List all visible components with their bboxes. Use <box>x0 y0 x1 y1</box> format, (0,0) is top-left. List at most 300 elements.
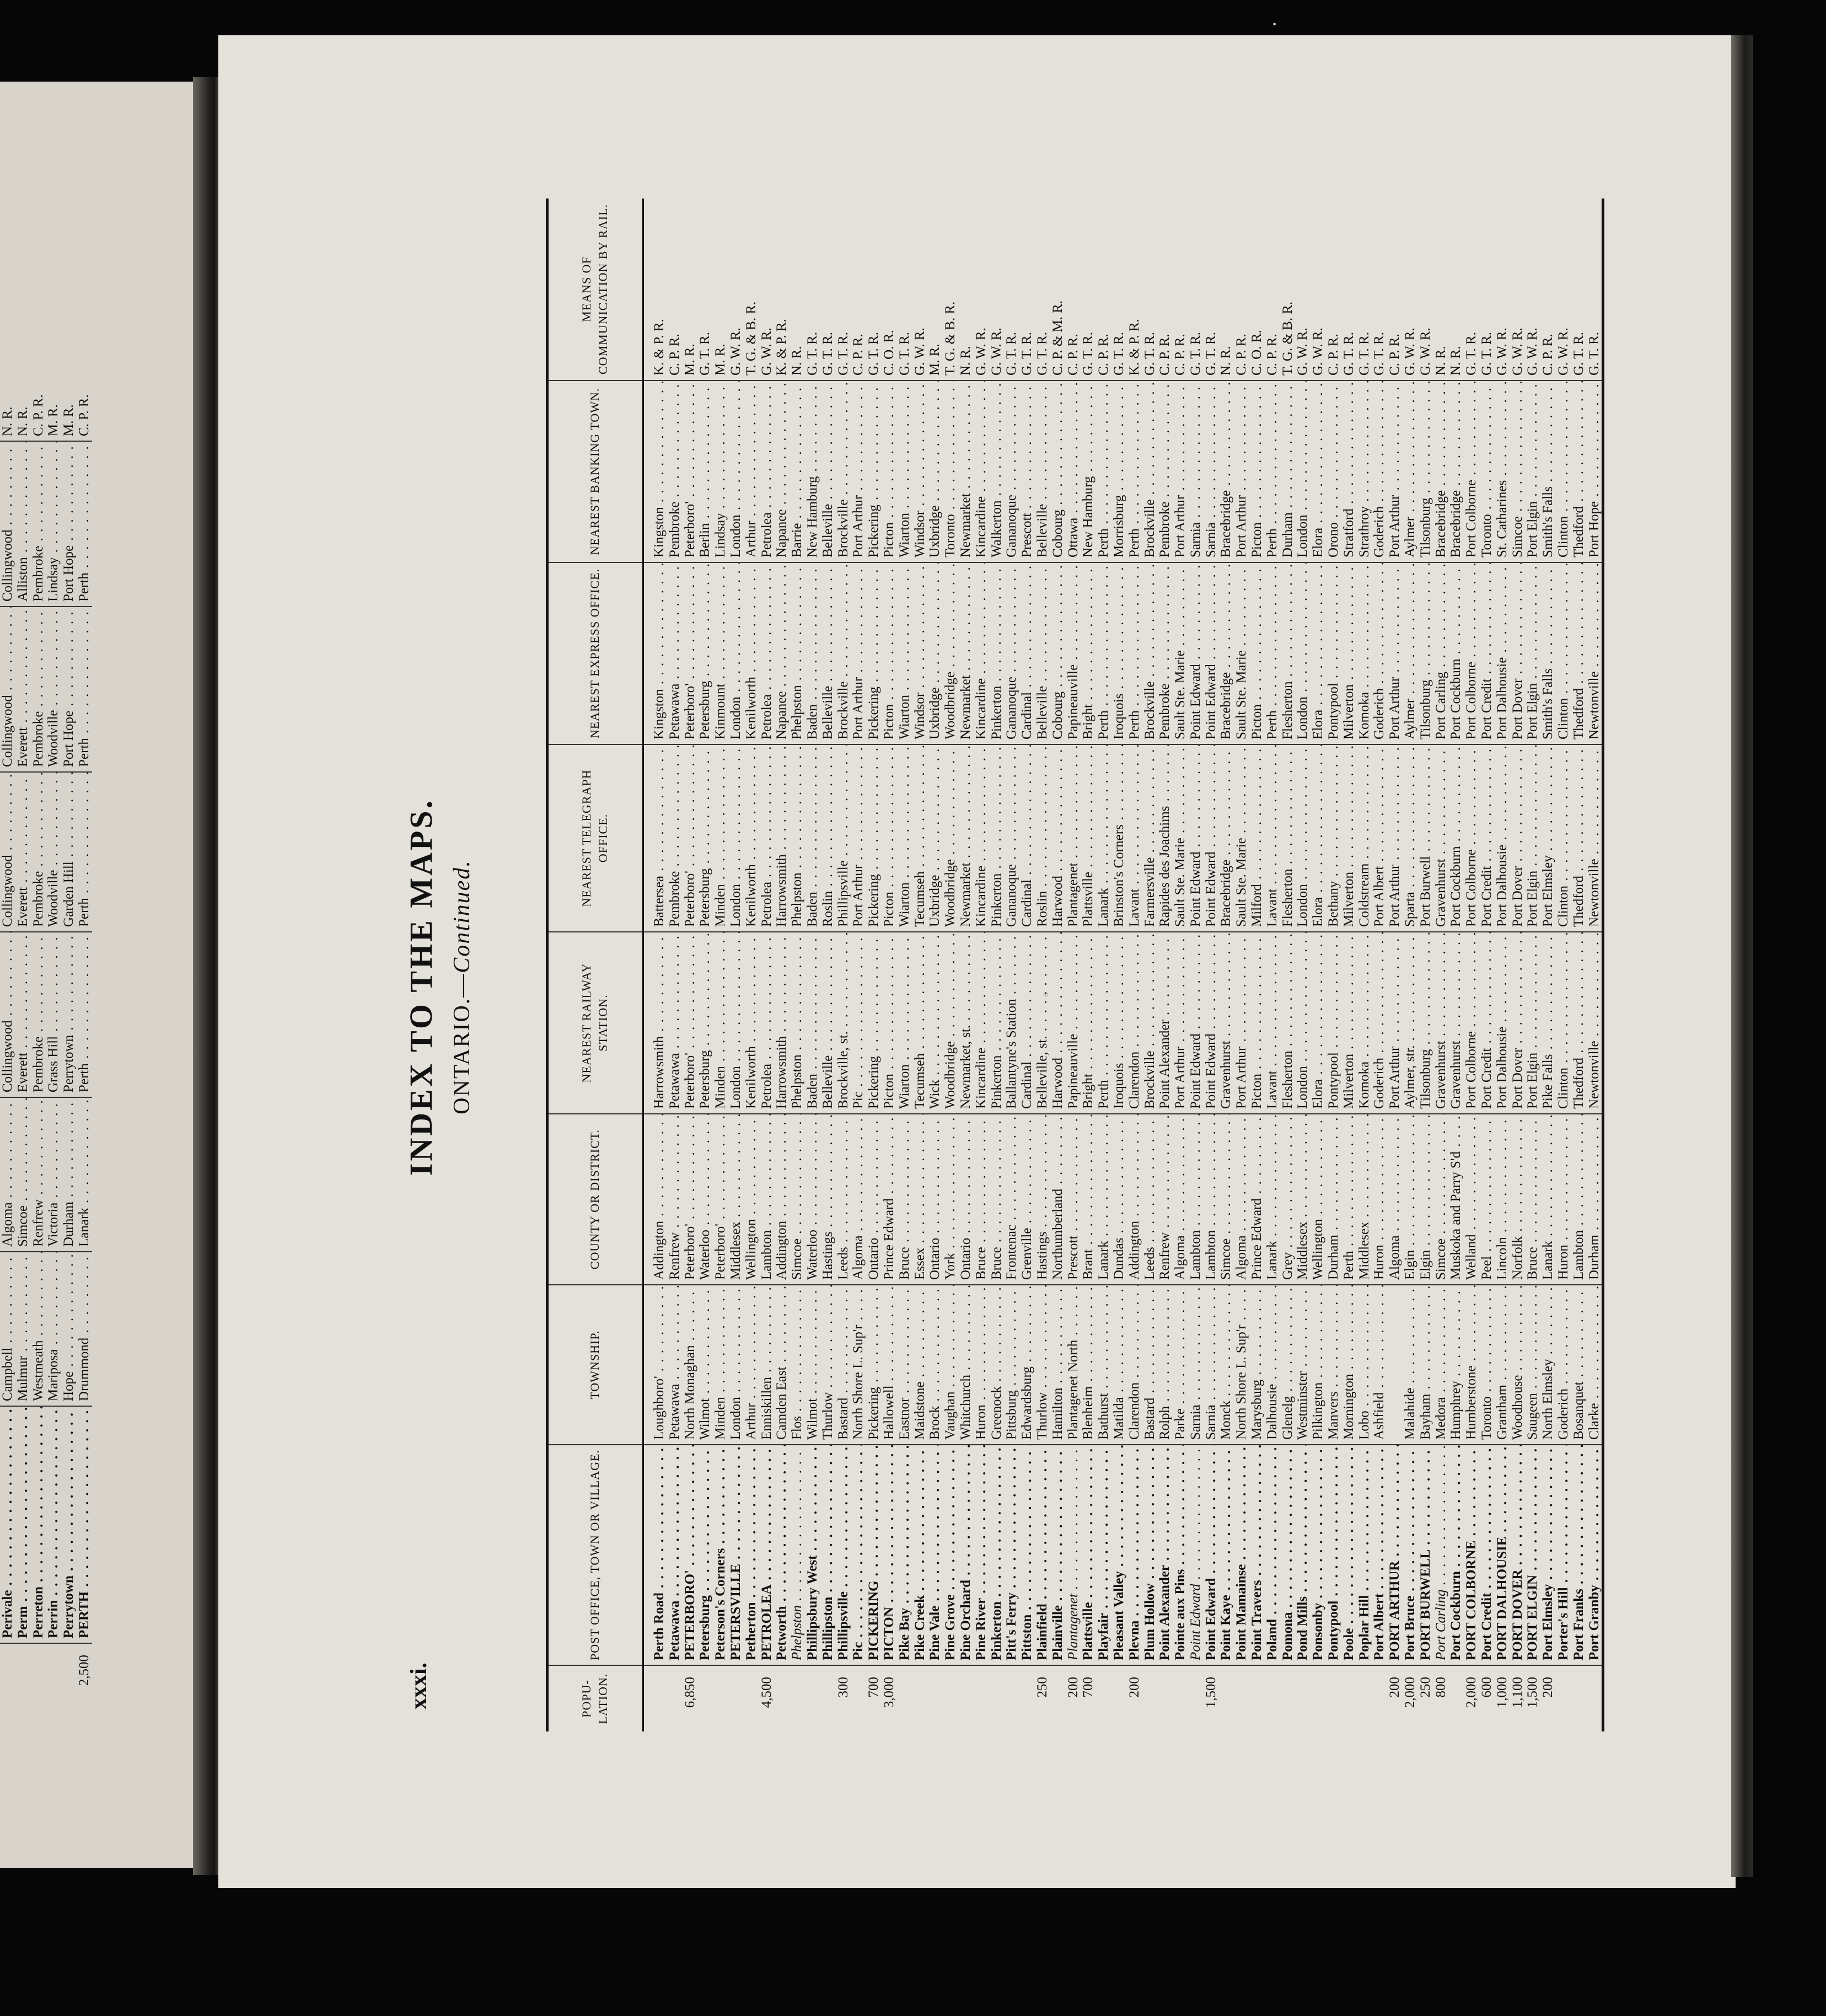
banking-town-cell: New Hamburg . . . <box>1081 380 1096 562</box>
banking-town-cell: Lindsay . . . <box>46 441 61 607</box>
railway-station-cell: Pembroke . . . <box>31 932 46 1097</box>
rail-communication-cell: M. R. <box>713 199 728 380</box>
township-cell: Wilmot . . . <box>697 1285 713 1445</box>
railway-station-cell: Point Edward . . . <box>1188 932 1204 1114</box>
telegraph-office-cell: Lanark . . . <box>1096 744 1111 932</box>
railway-station-cell: Newmarket, st. . . . <box>958 932 974 1114</box>
banking-town-cell: Ottawa . . . <box>1066 380 1081 562</box>
township-cell: Mulmur . . . <box>15 1252 31 1406</box>
col-rail-communication: MEANS OF COMMUNICATION BY RAIL. <box>547 199 643 380</box>
telegraph-office-cell: Plattsville . . . <box>1081 744 1096 932</box>
express-office-cell: Aylmer . . . <box>1403 562 1418 744</box>
banking-town-cell: Kincardine . . . <box>974 380 989 562</box>
table-row <box>820 199 836 1731</box>
post-office-cell: Porter's Hill . . . <box>1556 1445 1571 1665</box>
township-cell: Glenelg . . . <box>1280 1285 1296 1445</box>
post-office-cell: Perrytown . . . <box>61 1406 77 1643</box>
population-cell <box>31 1643 46 1709</box>
banking-town-cell: Peterboro' . . . <box>683 380 698 562</box>
express-office-cell: Petersburg . . . <box>697 562 713 744</box>
township-cell: Humberstone . . . <box>1464 1285 1479 1445</box>
rail-communication-cell: N. R. <box>1433 199 1449 380</box>
county-cell: Middlesex . . . <box>728 1114 744 1285</box>
railway-station-cell: Point Edward . . . <box>1204 932 1219 1114</box>
post-office-cell: Port Bruce . . . <box>1403 1445 1418 1665</box>
table-row <box>697 199 713 1731</box>
population-cell: 700 <box>866 1677 882 1698</box>
county-cell: Simcoe . . . <box>15 1097 31 1252</box>
express-office-cell: Kenilworth . . . <box>744 562 759 744</box>
population-cell: 2,500 <box>76 1655 92 1686</box>
township-cell: Grantham . . . <box>1495 1285 1510 1445</box>
telegraph-office-cell: Milverton . . . <box>1341 744 1357 932</box>
banking-town-cell: New Hamburg . . . <box>805 380 820 562</box>
telegraph-office-cell: Petersburg . . . <box>697 744 713 932</box>
col-township: TOWNSHIP. <box>547 1285 643 1445</box>
post-office-cell: Pitt's Ferry . . . <box>1004 1445 1019 1665</box>
population-cell <box>805 1665 820 1731</box>
township-cell: Goderich . . . <box>1556 1285 1571 1445</box>
county-cell: Dundas . . . <box>1111 1114 1127 1285</box>
post-office-cell: Plainfield . . . <box>1035 1445 1050 1665</box>
railway-station-cell: Tilsonburg . . . <box>1418 932 1433 1114</box>
railway-station-cell: Lavant . . . <box>1265 932 1280 1114</box>
railway-station-cell: Point Alexander . . . <box>1157 932 1173 1114</box>
township-cell: Pittsburg . . . <box>1004 1285 1019 1445</box>
express-office-cell: Picton . . . <box>882 562 897 744</box>
express-office-cell: Everett . . . <box>15 607 31 772</box>
express-office-cell: Tilsonburg . . . <box>1418 562 1433 744</box>
rail-communication-cell: C. P. R. <box>31 276 46 441</box>
township-cell: Rolph . . . <box>1157 1285 1173 1445</box>
express-office-cell: Port Hope . . . <box>61 607 77 772</box>
population-cell <box>1295 1665 1311 1731</box>
telegraph-office-cell: London . . . <box>1295 744 1311 932</box>
railway-station-cell: Belleville, st. . . . <box>1035 932 1050 1114</box>
express-office-cell: Wiarton . . . <box>897 562 912 744</box>
railway-station-cell: Peterboro' . . . <box>683 932 698 1114</box>
county-cell: Lanark . . . <box>1096 1114 1111 1285</box>
post-office-cell: Perm . . . <box>15 1406 31 1643</box>
rail-communication-cell: G. T. R. <box>1019 199 1035 380</box>
express-office-cell: Elora . . . <box>1311 562 1326 744</box>
rail-communication-cell: G. T. R. <box>1479 199 1495 380</box>
express-office-cell: Uxbridge . . . <box>927 562 943 744</box>
railway-station-cell: Petersburg . . . <box>697 932 713 1114</box>
railway-station-cell: Port Arthur . . . <box>1173 932 1188 1114</box>
banking-town-cell: Pembroke . . . <box>1157 380 1173 562</box>
population-cell <box>1311 1665 1326 1731</box>
township-cell: Sarnia . . . <box>1188 1285 1204 1445</box>
rail-communication-cell: G. T. R. <box>1357 199 1372 380</box>
banking-town-cell: Lindsay . . . <box>713 380 728 562</box>
express-office-cell: Iroquois . . . <box>1111 562 1127 744</box>
telegraph-office-cell: Port Burwell . . . <box>1418 744 1433 932</box>
population-cell <box>1019 1665 1035 1731</box>
railway-station-cell: Flesherton . . . <box>1280 932 1296 1114</box>
post-office-cell: PORT COLBORNE . . . <box>1464 1445 1479 1665</box>
rail-communication-cell: G. T. R. <box>1204 199 1219 380</box>
left-table-row <box>46 276 61 1709</box>
rail-communication-cell: G. T. R. <box>1587 199 1603 380</box>
township-cell: Pickering . . . <box>866 1285 882 1445</box>
banking-town-cell: Port Elgin . . . <box>1525 380 1540 562</box>
township-cell: Malahide . . . <box>1403 1285 1418 1445</box>
banking-town-cell: Picton . . . <box>1249 380 1265 562</box>
population-cell <box>1372 1665 1387 1731</box>
banking-town-cell: Sarnia . . . <box>1204 380 1219 562</box>
rail-communication-cell: G. T. R. <box>836 199 851 380</box>
banking-town-cell: Pickering . . . <box>866 380 882 562</box>
col-county: COUNTY OR DISTRICT. <box>547 1114 643 1285</box>
telegraph-office-cell: Woodville . . . <box>46 772 61 932</box>
railway-station-cell: Goderich . . . <box>1372 932 1387 1114</box>
township-cell: Eastnor . . . <box>897 1285 912 1445</box>
population-cell <box>1326 1665 1341 1731</box>
banking-town-cell: Bracebridge . . . <box>1218 380 1234 562</box>
population-cell <box>1571 1665 1587 1731</box>
population-cell <box>790 1665 805 1731</box>
table-row <box>744 199 759 1731</box>
population-cell <box>1234 1665 1249 1731</box>
telegraph-office-cell: Roslin . . . <box>820 744 836 932</box>
railway-station-cell: Brockville, st. . . . <box>836 932 851 1114</box>
banking-town-cell: Brockville . . . <box>1142 380 1158 562</box>
railway-station-cell: Clarendon . . . <box>1127 932 1142 1114</box>
express-office-cell: Windsor . . . <box>912 562 928 744</box>
rail-communication-cell: N. R. <box>1218 199 1234 380</box>
railway-station-cell: Pic . . . <box>851 932 866 1114</box>
post-office-cell: Pomona . . . <box>1280 1445 1296 1665</box>
express-office-cell: Point Edward . . . <box>1204 562 1219 744</box>
township-cell: Campbell . . . <box>0 1252 15 1406</box>
express-office-cell: Goderich . . . <box>1372 562 1387 744</box>
table-row <box>1311 199 1326 1731</box>
telegraph-office-cell: Pinkerton . . . <box>989 744 1005 932</box>
index-table <box>546 199 1604 1731</box>
township-cell: Lobo . . . <box>1357 1285 1372 1445</box>
table-row <box>882 199 897 1731</box>
population-cell <box>713 1665 728 1731</box>
table-header-row <box>547 199 643 1731</box>
township-cell: Flos . . . <box>790 1285 805 1445</box>
table-row <box>1188 199 1204 1731</box>
express-office-cell: Komoka . . . <box>1357 562 1372 744</box>
population-cell <box>1249 1665 1265 1731</box>
express-office-cell: Flesherton . . . <box>1280 562 1296 744</box>
page-title: INDEX TO THE MAPS. <box>403 798 439 1176</box>
post-office-cell: Plevna . . . <box>1127 1445 1142 1665</box>
express-office-cell: Kincardine . . . <box>974 562 989 744</box>
rail-communication-cell: K. & P. R. <box>774 199 790 380</box>
telegraph-office-cell: Sault Ste. Marie . . . <box>1234 744 1249 932</box>
express-office-cell: Gananoque . . . <box>1004 562 1019 744</box>
township-cell: North Shore L. Sup'r . . . <box>851 1285 866 1445</box>
table-row <box>1249 199 1265 1731</box>
railway-station-cell: Pinkerton . . . <box>989 932 1005 1114</box>
county-cell: Durham . . . <box>1587 1114 1603 1285</box>
railway-station-cell: Perth . . . <box>1096 932 1111 1114</box>
township-cell: Bayham . . . <box>1418 1285 1433 1445</box>
table-row <box>713 199 728 1731</box>
express-office-cell: Perth . . . <box>77 607 92 772</box>
telegraph-office-cell: Phelpston . . . <box>790 744 805 932</box>
county-cell: Addington . . . <box>774 1114 790 1285</box>
post-office-cell: Port Carling . . . <box>1433 1445 1449 1665</box>
population-cell <box>1556 1665 1571 1731</box>
population-cell <box>1587 1665 1603 1731</box>
township-cell: Medora . . . <box>1433 1285 1449 1445</box>
township-cell: Blenheim . . . <box>1081 1285 1096 1445</box>
township-cell: Vaughan . . . <box>943 1285 958 1445</box>
rail-communication-cell: G. T. R. <box>1035 199 1050 380</box>
railway-station-cell: Picton . . . <box>882 932 897 1114</box>
post-office-cell: PERTH . . . <box>77 1406 92 1643</box>
page-header <box>402 199 535 1731</box>
county-cell: York . . . <box>943 1114 958 1285</box>
rail-communication-cell: G. T. R. <box>1142 199 1158 380</box>
county-cell: Frontenac . . . <box>1004 1114 1019 1285</box>
county-cell: Leeds . . . <box>1142 1114 1158 1285</box>
telegraph-office-cell: London . . . <box>728 744 744 932</box>
table-row <box>836 199 851 1731</box>
table-row <box>1035 199 1050 1731</box>
county-cell: Lambton . . . <box>1204 1114 1219 1285</box>
rail-communication-cell: G. W. R. <box>989 199 1005 380</box>
express-office-cell: Napanee . . . <box>774 562 790 744</box>
population-cell: 250 <box>1417 1677 1433 1698</box>
population-cell <box>1448 1665 1464 1731</box>
railway-station-cell: Brockville . . . <box>1142 932 1158 1114</box>
rail-communication-cell: C. P. R. <box>1265 199 1280 380</box>
telegraph-office-cell: Minden . . . <box>713 744 728 932</box>
county-cell: Elgin . . . <box>1418 1114 1433 1285</box>
table-row <box>1127 199 1142 1731</box>
banking-town-cell: London . . . <box>1295 380 1311 562</box>
population-cell: 1,100 <box>1510 1677 1525 1708</box>
telegraph-office-cell: Bethany . . . <box>1326 744 1341 932</box>
rail-communication-cell: M. R. <box>61 276 77 441</box>
railway-station-cell: Clinton . . . <box>1556 932 1571 1114</box>
express-office-cell: Point Edward . . . <box>1188 562 1204 744</box>
county-cell: Simcoe . . . <box>790 1114 805 1285</box>
express-office-cell: Baden . . . <box>805 562 820 744</box>
rail-communication-cell: G. T. R. <box>1372 199 1387 380</box>
railway-station-cell: Aylmer, str. . . . <box>1403 932 1418 1114</box>
telegraph-office-cell: Harrowsmith . . . <box>774 744 790 932</box>
post-office-cell: PORT DALHOUSIE . . . <box>1495 1445 1510 1665</box>
speck-mark: · <box>1271 12 1279 36</box>
township-cell: Clarendon . . . <box>1127 1285 1142 1445</box>
table-row <box>1265 199 1280 1731</box>
post-office-cell: Perth Road . . . <box>643 1445 667 1665</box>
rail-communication-cell: C. P. R. <box>1173 199 1188 380</box>
banking-town-cell: Perth . . . <box>1265 380 1280 562</box>
telegraph-office-cell: Pembroke . . . <box>667 744 683 932</box>
telegraph-office-cell: Lavant . . . <box>1127 744 1142 932</box>
population-cell <box>643 1665 667 1731</box>
table-row <box>1372 199 1387 1731</box>
population-cell <box>744 1665 759 1731</box>
township-cell: Marysburg . . . <box>1249 1285 1265 1445</box>
banking-town-cell: Bracebridge . . . <box>1448 380 1464 562</box>
population-cell <box>943 1665 958 1731</box>
banking-town-cell: Napanee . . . <box>774 380 790 562</box>
rail-communication-cell: G. T. R. <box>1341 199 1357 380</box>
express-office-cell: Port Dover . . . <box>1510 562 1526 744</box>
banking-town-cell: Tilsonburg . . . <box>1418 380 1433 562</box>
rail-communication-cell: G. W. R. <box>1295 199 1311 380</box>
railway-station-cell: Pontypool . . . <box>1326 932 1341 1114</box>
col-post-office: POST OFFICE, TOWN OR VILLAGE. <box>547 1445 643 1665</box>
express-office-cell: Woodbridge . . . <box>943 562 958 744</box>
left-table-row <box>77 276 92 1709</box>
township-cell: Bastard . . . <box>836 1285 851 1445</box>
railway-station-cell: Wick . . . <box>927 932 943 1114</box>
railway-station-cell: Milverton . . . <box>1341 932 1357 1114</box>
telegraph-office-cell: Everett . . . <box>15 772 31 932</box>
township-cell: Hamilton . . . <box>1050 1285 1066 1445</box>
county-cell: Middlesex . . . <box>1295 1114 1311 1285</box>
rail-communication-cell: G. T. R. <box>897 199 912 380</box>
railway-station-cell: Papineauville . . . <box>1066 932 1081 1114</box>
speck-mark: • <box>1042 982 1050 1007</box>
rail-communication-cell: C. P. R. <box>1066 199 1081 380</box>
county-cell: Lanark . . . <box>1265 1114 1280 1285</box>
rail-communication-cell: G. W. R. <box>1403 199 1418 380</box>
rail-communication-cell: T. G. & B. R. <box>744 199 759 380</box>
rail-communication-cell: M. R. <box>683 199 698 380</box>
rail-communication-cell: G. W. R. <box>759 199 775 380</box>
express-office-cell: Newtonville . . . <box>1587 562 1603 744</box>
table-row <box>1464 199 1479 1731</box>
post-office-cell: Port Elmsley . . . <box>1540 1445 1556 1665</box>
table-row <box>774 199 790 1731</box>
county-cell: Bruce . . . <box>974 1114 989 1285</box>
post-office-cell: Petworth . . . <box>774 1445 790 1665</box>
population-cell <box>974 1665 989 1731</box>
county-cell: Durham . . . <box>1326 1114 1341 1285</box>
telegraph-office-cell: Coldstream . . . <box>1357 744 1372 932</box>
county-cell: Wellington . . . <box>744 1114 759 1285</box>
rail-communication-cell: G. T. R. <box>820 199 836 380</box>
railway-station-cell: Pike Falls . . . <box>1540 932 1556 1114</box>
telegraph-office-cell: Elora . . . <box>1311 744 1326 932</box>
rail-communication-cell: G. W. R. <box>912 199 928 380</box>
table-row <box>1556 199 1571 1731</box>
post-office-cell: PORT BURWELL . . . <box>1418 1445 1433 1665</box>
rail-communication-cell: C. P. R. <box>1234 199 1249 380</box>
railway-station-cell: Newtonville . . . <box>1587 932 1603 1114</box>
population-cell: 600 <box>1479 1677 1495 1698</box>
banking-town-cell: Walkerton . . . <box>989 380 1005 562</box>
township-cell: Plantagenet North . . . <box>1066 1285 1081 1445</box>
express-office-cell: Peterboro' . . . <box>683 562 698 744</box>
table-row <box>1387 199 1403 1731</box>
township-cell: Sarnia . . . <box>1204 1285 1219 1445</box>
township-cell: Petawawa . . . <box>667 1285 683 1445</box>
county-cell: Elgin . . . <box>1403 1114 1418 1285</box>
telegraph-office-cell: Petrolea . . . <box>759 744 775 932</box>
telegraph-office-cell: Port Cockburn . . . <box>1448 744 1464 932</box>
telegraph-office-cell: Thedford . . . <box>1571 744 1587 932</box>
express-office-cell: Clinton . . . <box>1556 562 1571 744</box>
county-cell: Renfrew . . . <box>1157 1114 1173 1285</box>
population-cell <box>667 1665 683 1731</box>
rail-communication-cell: C. P. R. <box>1157 199 1173 380</box>
rail-communication-cell: C. P. R. <box>1387 199 1403 380</box>
post-office-cell: Perreton . . . <box>31 1406 46 1643</box>
telegraph-office-cell: Port Elgin . . . <box>1525 744 1540 932</box>
left-table-row <box>15 276 31 1709</box>
telegraph-office-cell: Baden . . . <box>805 744 820 932</box>
rail-communication-cell: M. R. <box>46 276 61 441</box>
banking-town-cell: Belleville . . . <box>1035 380 1050 562</box>
county-cell: Grenville . . . <box>1019 1114 1035 1285</box>
table-row <box>1280 199 1296 1731</box>
express-office-cell: Pembroke . . . <box>1157 562 1173 744</box>
banking-town-cell: Simcoe . . . <box>1510 380 1526 562</box>
township-cell: Drummond . . . <box>77 1252 92 1406</box>
county-cell: Renfrew . . . <box>31 1097 46 1252</box>
rail-communication-cell: C. P. R. <box>1540 199 1556 380</box>
left-table-row <box>61 276 77 1709</box>
banking-town-cell: Collingwood . . . <box>0 441 15 607</box>
express-office-cell: Smith's Falls . . . <box>1540 562 1556 744</box>
telegraph-office-cell: Plantagenet . . . <box>1066 744 1081 932</box>
banking-town-cell: Port Hope . . . <box>61 441 77 607</box>
township-cell: Bosanquet . . . <box>1571 1285 1587 1445</box>
population-cell <box>1357 1665 1372 1731</box>
county-cell: Algoma . . . <box>1173 1114 1188 1285</box>
railway-station-cell: Petawawa . . . <box>667 932 683 1114</box>
county-cell: Peel . . . <box>1479 1114 1495 1285</box>
post-office-cell: Plum Hollow . . . <box>1142 1445 1158 1665</box>
township-cell: Mornington . . . <box>1341 1285 1357 1445</box>
table-row <box>643 199 667 1731</box>
township-cell: Whitchurch . . . <box>958 1285 974 1445</box>
express-office-cell: Brockville . . . <box>836 562 851 744</box>
banking-town-cell: Elora . . . <box>1311 380 1326 562</box>
county-cell: Grey . . . <box>1280 1114 1296 1285</box>
table-row <box>1341 199 1357 1731</box>
population-cell: 2,000 <box>1403 1677 1418 1708</box>
banking-town-cell: Cobourg . . . <box>1050 380 1066 562</box>
table-row <box>1142 199 1158 1731</box>
telegraph-office-cell: Port Elmsley . . . <box>1540 744 1556 932</box>
express-office-cell: Belleville . . . <box>1035 562 1050 744</box>
table-row <box>866 199 882 1731</box>
county-cell: Victoria . . . <box>46 1097 61 1252</box>
banking-town-cell: Port Colborne . . . <box>1464 380 1479 562</box>
post-office-cell: Point Alexander . . . <box>1157 1445 1173 1665</box>
rail-communication-cell: G. T. R. <box>866 199 882 380</box>
county-cell: Welland . . . <box>1464 1114 1479 1285</box>
population-cell <box>1111 1665 1127 1731</box>
telegraph-office-cell: Kincardine . . . <box>974 744 989 932</box>
railway-station-cell: Kincardine . . . <box>974 932 989 1114</box>
post-office-cell: Pittston . . . <box>1019 1445 1035 1665</box>
rail-communication-cell: K. & P. R. <box>1127 199 1142 380</box>
population-cell <box>1096 1665 1111 1731</box>
post-office-cell: Point Edward . . . <box>1188 1445 1204 1665</box>
population-cell <box>927 1665 943 1731</box>
railway-station-cell: Port Arthur . . . <box>1387 932 1403 1114</box>
post-office-cell: Petherton . . . <box>744 1445 759 1665</box>
county-cell: Prince Edward . . . <box>1249 1114 1265 1285</box>
telegraph-office-cell: Phillipsville . . . <box>836 744 851 932</box>
county-cell: Hastings . . . <box>1035 1114 1050 1285</box>
